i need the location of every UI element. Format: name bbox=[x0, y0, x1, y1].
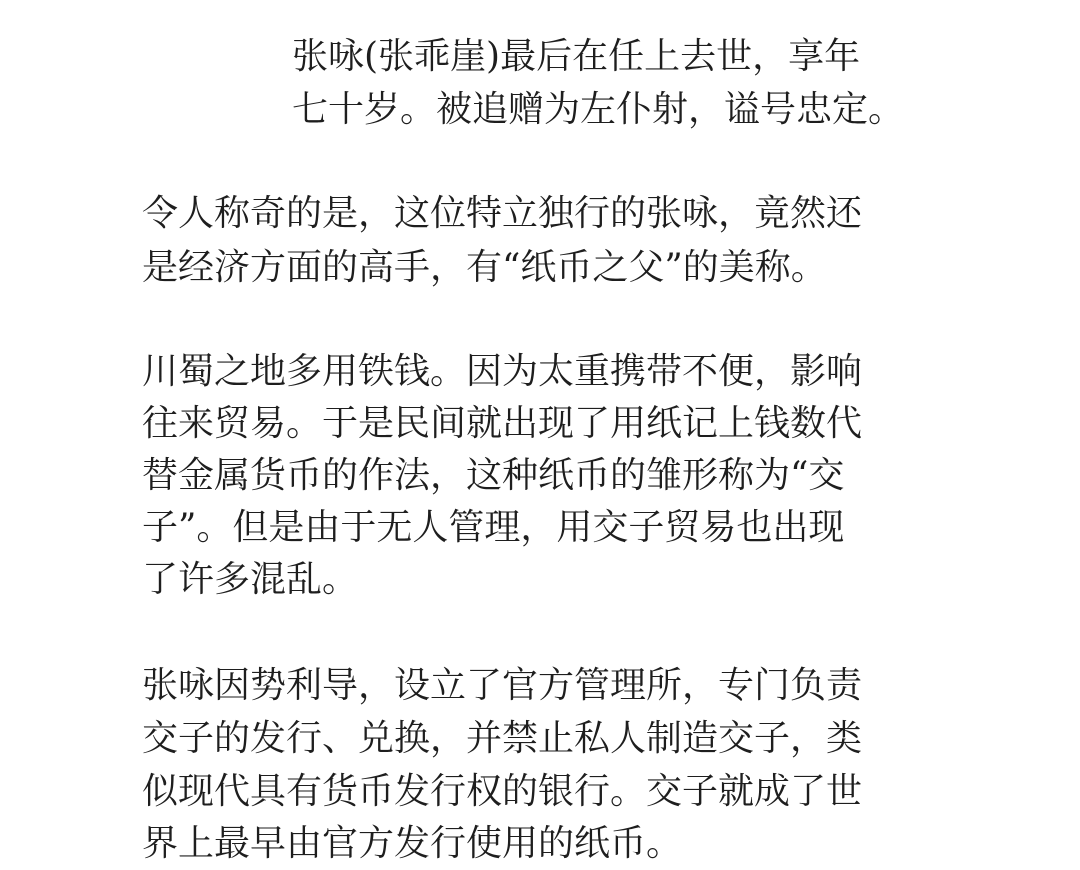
paragraph-line: 往来贸易。于是民间就出现了用纸记上钱数代 bbox=[142, 403, 863, 444]
quote-line: 张咏(张乖崖)最后在任上去世，享年 bbox=[292, 36, 861, 77]
paragraph-line: 是经济方面的高手，有“纸币之父”的美称。 bbox=[142, 247, 827, 288]
paragraph-line: 子”。但是由于无人管理，用交子贸易也出现 bbox=[142, 507, 845, 548]
paragraph-line: 替金属货币的作法，这种纸币的雏形称为“交 bbox=[142, 455, 845, 496]
paragraph-line: 界上最早由官方发行使用的纸币。 bbox=[142, 823, 683, 864]
paragraph-line: 川蜀之地多用铁钱。因为太重携带不便，影响 bbox=[142, 351, 863, 392]
quote-line: 七十岁。被追赠为左仆射，谥号忠定。 bbox=[292, 89, 905, 130]
paragraph-line: 张咏因势利导，设立了官方管理所，专门负责 bbox=[142, 665, 863, 706]
paragraph-line: 了许多混乱。 bbox=[142, 559, 359, 600]
paragraph-line: 交子的发行、兑换，并禁止私人制造交子，类 bbox=[142, 718, 863, 759]
paragraph-line: 令人称奇的是，这位特立独行的张咏，竟然还 bbox=[142, 193, 863, 234]
paragraph-line: 似现代具有货币发行权的银行。交子就成了世 bbox=[142, 771, 863, 812]
